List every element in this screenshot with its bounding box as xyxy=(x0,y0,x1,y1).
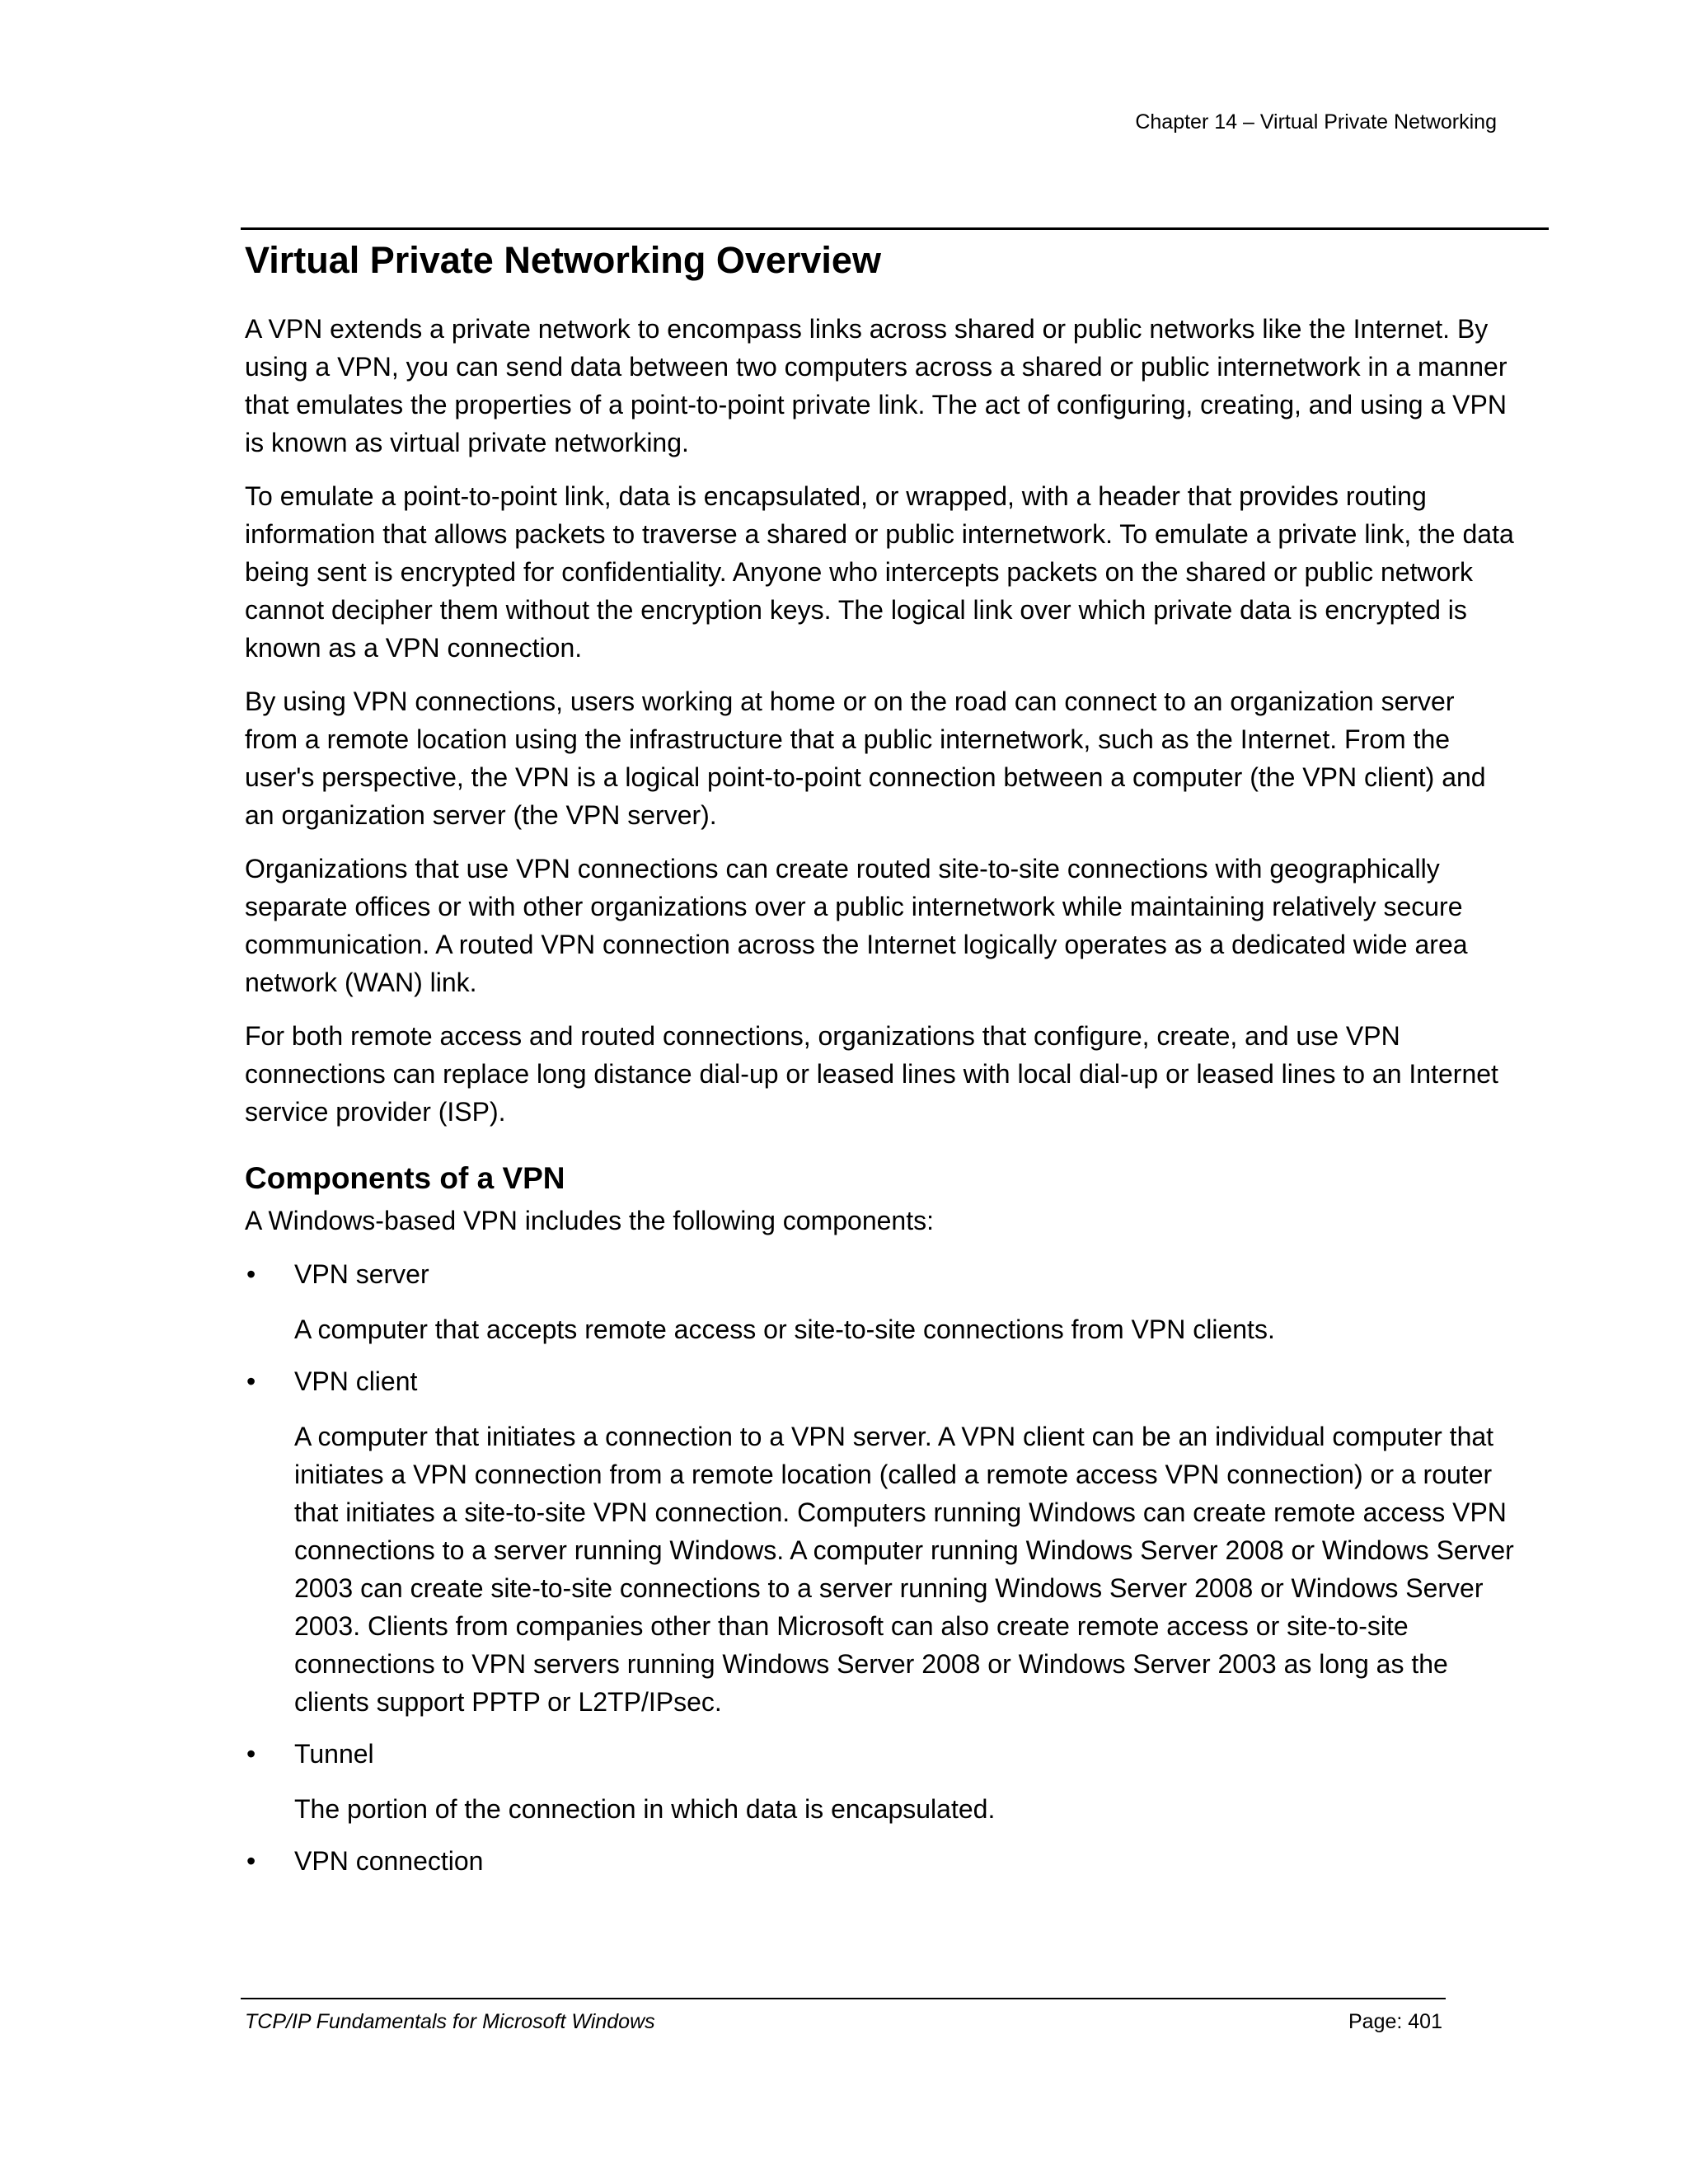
bullet-icon: • xyxy=(246,1366,256,1396)
subsection-intro: A Windows-based VPN includes the following components: xyxy=(245,1206,934,1235)
bullet-icon: • xyxy=(246,1846,256,1876)
footer-rule xyxy=(241,1998,1446,1999)
component-list xyxy=(245,1255,1514,1880)
bullet-icon: • xyxy=(246,1739,256,1769)
header-rule xyxy=(241,227,1549,230)
list-item-title: VPN connection xyxy=(294,1846,484,1876)
page-content xyxy=(245,231,1514,1897)
body-paragraph: For both remote access and routed connections, organizations that configure, create, and use VPN connections can replace long distance dial-up or leased lines with local dial-up or leased lines to an Internet service provider (ISP). xyxy=(245,1021,1498,1127)
list-item xyxy=(245,1735,1514,1828)
list-item xyxy=(245,1362,1514,1721)
list-item xyxy=(245,1842,1514,1880)
list-item-title: Tunnel xyxy=(294,1739,374,1769)
list-item-title: VPN server xyxy=(294,1259,429,1289)
bullet-icon: • xyxy=(246,1259,256,1289)
list-item-description: A computer that accepts remote access or site-to-site connections from VPN clients. xyxy=(294,1315,1275,1344)
list-item-description: The portion of the connection in which data is encapsulated. xyxy=(294,1794,996,1824)
body-paragraph: A VPN extends a private network to encompass links across shared or public networks like the Internet. By using a VPN, you can send data between two computers across a shared or public internetwork in a manner that emulates the properties of a point-to-point private link. The act of configuring, creating, and using a VPN is known as virtual private networking. xyxy=(245,314,1507,457)
body-paragraph: By using VPN connections, users working at home or on the road can connect to an organization server from a remote location using the infrastructure that a public internetwork, such as the Internet. From the user's perspective, the VPN is a logical point-to-point connection between a computer (the VPN client) and an organization server (the VPN server). xyxy=(245,687,1486,830)
footer-book-title: TCP/IP Fundamentals for Microsoft Windows xyxy=(245,2010,655,2033)
list-item xyxy=(245,1255,1514,1348)
running-header: Chapter 14 – Virtual Private Networking xyxy=(1135,110,1497,134)
footer-page-number: Page: 401 xyxy=(1348,2010,1442,2033)
subsection-title: Components of a VPN xyxy=(245,1161,565,1195)
body-paragraph: To emulate a point-to-point link, data is encapsulated, or wrapped, with a header that provides routing information that allows packets to traverse a shared or public internetwork. To emulate a private link, the data being sent is encrypted for confidentiality. Anyone who intercepts packets on the shared or public network cannot decipher them without the encryption keys. The logical link over which private data is encrypted is known as a VPN connection. xyxy=(245,481,1514,663)
body-paragraph: Organizations that use VPN connections can create routed site-to-site connections with geographically separate offices or with other organizations over a public internetwork while maintaining relatively secure communication. A routed VPN connection across the Internet logically operates as a dedicated wide area network (WAN) link. xyxy=(245,854,1468,997)
list-item-description: A computer that initiates a connection to a VPN server. A VPN client can be an individual computer that initiates a VPN connection from a remote location (called a remote access VPN connection) or a router that initiates a site-to-site VPN connection. Computers running Windows can create remote access VPN connections to a server running Windows. A computer running Windows Server 2008 or Windows Server 2003 can create site-to-site connections to a server running Windows Server 2008 or Windows Server 2003. Clients from companies other than Microsoft can also create remote access or site-to-site connections to VPN servers running Windows Server 2008 or Windows Server 2003 as long as the clients support PPTP or L2TP/IPsec. xyxy=(294,1422,1514,1717)
section-title: Virtual Private Networking Overview xyxy=(245,239,881,281)
list-item-title: VPN client xyxy=(294,1366,418,1396)
